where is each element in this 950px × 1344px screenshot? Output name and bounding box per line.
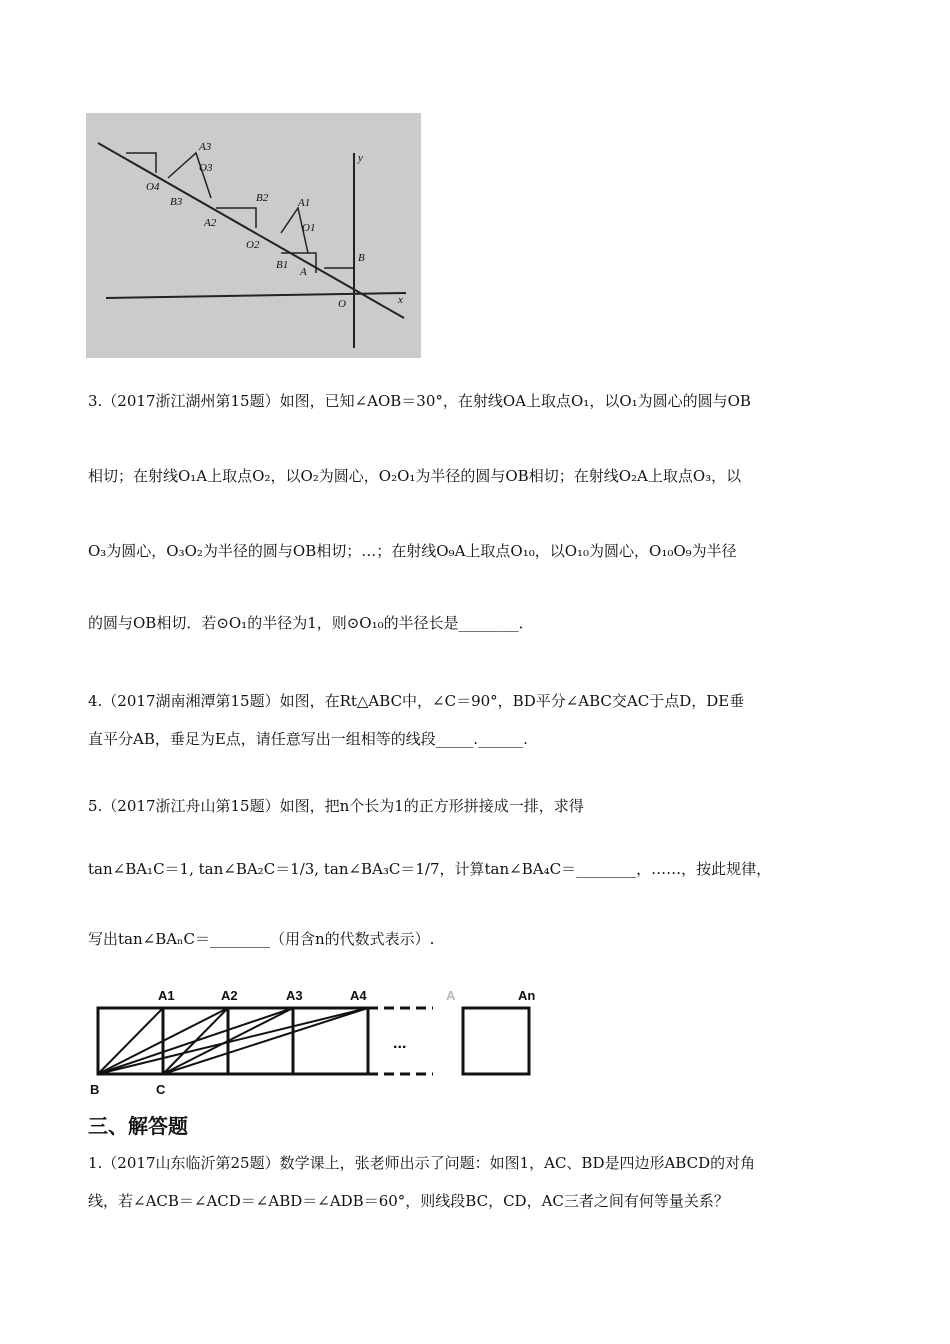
q4-line1: 4.（2017湖南湘潭第15题）如图，在Rt△ABC中，∠C＝90°，BD平分∠ABC交AC于点D，DE垂 [88,692,745,710]
q3-line2: 相切；在射线O₁A上取点O₂，以O₂为圆心，O₂O₁为半径的圆与OB相切；在射线O₂A上取点O₃，以 [88,467,742,485]
q5-line1: 5.（2017浙江舟山第15题）如图，把n个长为1的正方形拼接成一排，求得 [88,797,584,815]
q4-line2: 直平分AB，垂足为E点，请任意写出一组相等的线段_____.______. [88,730,528,748]
figure1-label: A [300,266,307,278]
q3-line4: 的圆与OB相切．若⊙O₁的半径为1，则⊙O₁₀的半径长是________． [88,614,534,632]
figure2-label: B [90,1082,100,1097]
figure2-label: A3 [286,988,303,1003]
q5-line3: 写出tan∠BAₙC＝________（用含n的代数式表示）. [88,930,435,948]
figure1-label: O [338,298,346,310]
figure1-label: B3 [170,196,183,208]
figure-square-row [88,982,558,1102]
figure1-label: B [358,252,365,264]
figure1-label: A1 [298,197,311,209]
figure2-label: A4 [350,988,367,1003]
q3-line3: O₃为圆心，O₃O₂为半径的圆与OB相切；…；在射线O₉A上取点O₁₀，以O₁₀为圆心，O₁₀O₉为半径 [88,542,737,560]
figure-rays-circles [86,113,421,358]
figure2-label: A1 [158,988,175,1003]
figure2-label: C [156,1082,166,1097]
figure2-label: A [446,988,456,1003]
figure1-label: A2 [204,217,217,229]
figure1-label: O4 [146,181,160,193]
figure1-label: y [358,152,363,164]
figure1-label: O1 [302,222,316,234]
figure-rays-circles-svg [86,113,421,358]
figure2-label: An [518,988,536,1003]
section-heading: 三、解答题 [88,1114,188,1138]
figure2-label: A2 [221,988,238,1003]
figure1-label: B1 [276,259,289,271]
q3-line1: 3.（2017浙江湖州第15题）如图，已知∠AOB＝30°，在射线OA上取点O₁，以O₁为圆心的圆与OB [88,392,751,410]
figure1-label: O3 [199,162,213,174]
q5-line2: tan∠BA₁C＝1, tan∠BA₂C＝1/3, tan∠BA₃C＝1/7，计算tan∠BA₄C＝________，……，按此规律， [88,860,772,878]
figure1-label: B2 [256,192,269,204]
figure1-label: x [398,294,403,306]
figure-square-row-svg [88,982,558,1102]
p1-line1: 1.（2017山东临沂第25题）数学课上，张老师出示了问题：如图1，AC、BD是四边形ABCD的对角 [88,1154,756,1172]
figure2-label: ... [393,1035,407,1052]
p1-line2: 线，若∠ACB＝∠ACD＝∠ABD＝∠ADB＝60°，则线段BC，CD，AC三者之间有何等量关系？ [88,1192,729,1210]
figure1-label: O2 [246,239,260,251]
figure1-label: A3 [199,141,212,153]
